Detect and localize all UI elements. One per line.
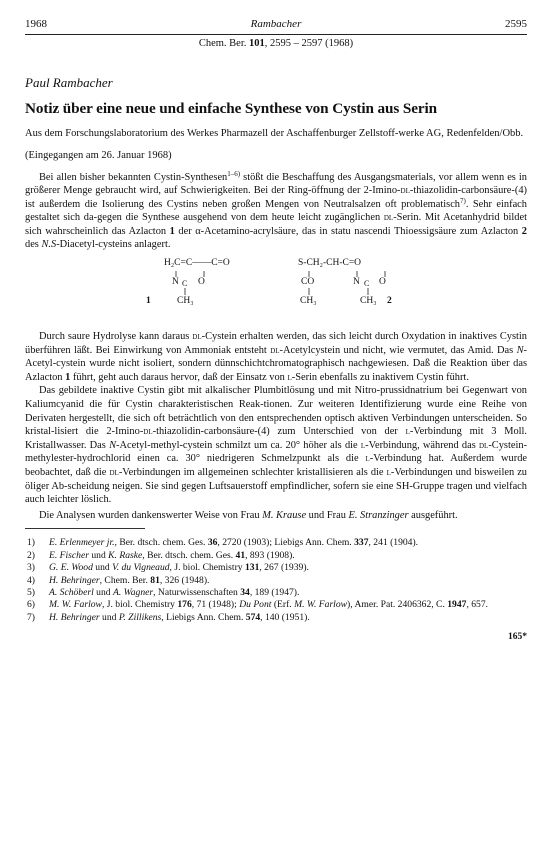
author-name: Paul Rambacher [25,75,113,90]
footnotes [25,537,527,624]
footnote-4: 4) H. Behringer, Chem. Ber. 81, 326 (1948). [27,574,210,586]
structure-1-oxygen: O [198,277,205,288]
structure-1-nitrogen: N [172,277,179,288]
header-year: 1968 [25,18,47,30]
footnote-7: 7) H. Behringer und P. Zillikens, Liebigs Ann. Chem. 574, 140 (1951). [27,611,310,623]
structure-2-top: S-CH₂-CH-C=O [298,258,362,269]
structure-2-methyl-b: CH₃ [360,296,377,307]
signature-mark: 165* [508,632,527,643]
paragraph-identification: Das gebildete inaktive Cystin gibt mit alkalischer Plumbitlösung und mit Nitro-prussidnatrium bei Gegenwart von Kaliumcyanid die für Cystin charakteristischen Reak-tionen. Zur weiteren Identifizierung wurde eine Reihe von Derivaten hergestellt, die sich oft beträchtlich von den entsprechenden optisch aktiven Verbindungen unterscheiden. So kristal-lisiert die 2-Imino-dl-thiazolidin-carbonsäure-(4) zum Unterschied von der l-Verbindung mit 3 Moll. Kristallwasser. Das N-Acetyl-methyl-cystein schmilzt um ca. 20° höher als die l-Verbindung, während das dl-Cystein-methylester-hydrochlorid einen ca. 30° niedrigeren Schmelzpunkt als die l-Verbindung hat. Außerdem wurde beobachtet, daß die dl-Verbindungen im allgemeinen schlechter kristallisieren als die l-Verbindungen und bisweilen zu öliger Ab-scheidung neigen. Sie sind gegen Luftsauerstoff empfindlicher, sofern sie eine SH-Gruppe tragen und vielfach auch leichter löslich. [25,385,528,506]
paragraph-hydrolysis: Durch saure Hydrolyse kann daraus dl-Cystein erhalten werden, das sich leicht durch Oxydation in inaktives Cystin überführen läßt. Bei Einwirkung von Ammoniak entsteht dl-Acetylcystein und nicht, wie vermutet, das Amid. Das N-Acetyl-cystein wurde nicht isoliert, sondern dünnschichtchromatographisch nachgewiesen. Daß die Reaktion über das Azlacton 1 führt, geht auch daraus hervor, daß der Einsatz von l-Serin ebenfalls zu inaktivem Cystin führt. [25,331,528,383]
structure-1-top: H₂C=C——C=O [164,258,230,269]
paragraph-acknowledgement: Die Analysen wurden dankenswerter Weise von Frau M. Krause und Frau E. Stranzinger ausgeführt. [39,509,458,521]
footnote-6: 6) M. W. Farlow, J. biol. Chemistry 176, 71 (1948); Du Pont (Erf. M. W. Farlow), Amer. Pat. 2406362, C. 1947, 657. [27,599,489,611]
footnote-3: 3) G. E. Wood und V. du Vigneaud, J. biol. Chemistry 131, 267 (1939). [27,562,309,574]
page [25,18,527,642]
structure-1-ring-carbon: C [182,279,188,289]
structure-2-ring-carbon: C [364,279,370,289]
structure-2-acetyl: CO [301,277,315,288]
structure-bonds [25,258,527,324]
header-page-number: 2595 [505,18,527,30]
paragraph-intro: Bei allen bisher bekannten Cystin-Synthesen$^{1-6)}$ stößt die Beschaffung des Ausgangsmaterials, vor allem wenn es in größerer Menge gebraucht wird, auf Schwierigkeiten. Bei der Ring-öffnung der 2-Imino-dl-thiazolidin-carbonsäure-(4) ist außerdem die Isolierung des Cystins neben großen Mengen von Neutralsalzen oft problematisch$^{7)}$. Sehr einfach gestaltet sich da-gegen die Synthese ausgehend von dem heute leicht zugänglichen dl-Serin. Mit Acetanhydrid bildet sich wahrscheinlich das Azlacton 1 der α-Acetamino-acrylsäure, das in statu nascendi Thioessigsäure zum Azlacton 2 des N.S-Diacetyl-cysteins anlagert. [25,169,528,251]
footnote-1: 1) E. Erlenmeyer jr., Ber. dtsch. chem. Ges. 36, 2720 (1903); Liebigs Ann. Chem. 337, 241 (1904). [27,537,419,549]
structure-2-methyl-a: CH₃ [300,296,317,307]
affiliation: Aus dem Forschungslaboratorium des Werkes Pharmazell der Aschaffenburger Zellstoff-werke AG, Redenfelden/Obb. [25,128,524,139]
article-title: Notiz über eine neue und einfache Synthese von Cystin aus Serin [25,100,437,117]
structure-1-methyl: CH₃ [177,296,194,307]
structure-2-nitrogen: N [353,277,360,288]
journal-citation: Chem. Ber. 101, 2595 – 2597 (1968) [198,38,354,49]
structure-2-label: 2 [387,296,392,307]
structure-2-oxygen: O [379,277,386,288]
running-header [25,18,527,32]
footnote-5: 5) A. Schöberl und A. Wagner, Naturwissenschaften 34, 189 (1947). [27,587,300,598]
header-rule [25,34,527,35]
footnote-2: 2) E. Fischer und K. Raske, Ber. dtsch. chem. Ges. 41, 893 (1908). [27,549,295,561]
chemical-structures [25,258,527,324]
received-date: (Eingegangen am 26. Januar 1968) [25,149,172,161]
footnote-rule [25,528,145,529]
header-author: Rambacher [250,18,302,30]
structure-1-label: 1 [146,296,151,307]
